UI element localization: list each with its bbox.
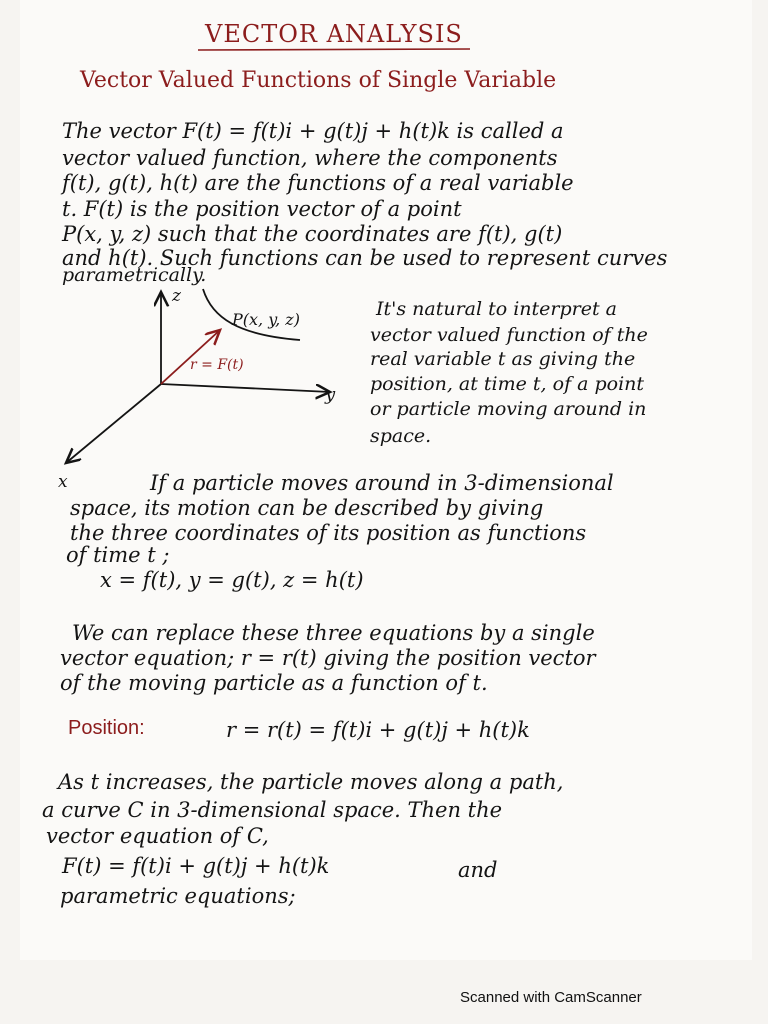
intro-line-3: f(t), g(t), h(t) are the functions of a real variable	[62, 171, 574, 195]
replace-line-3: of the moving particle as a function of t.	[60, 671, 488, 695]
intro-line-2: vector valued function, where the components	[62, 146, 558, 170]
position-label: Position:	[68, 717, 145, 739]
side-note-line-3: real variable t as giving the	[370, 348, 636, 370]
curve-line-2: a curve C in 3-dimensional space. Then the	[42, 798, 503, 822]
parametric-equations-line: parametric equations;	[60, 884, 296, 908]
replace-line-2: vector equation; r = r(t) giving the position vector	[60, 646, 596, 670]
side-note-line-2: vector valued function of the	[370, 324, 648, 346]
coordinate-equations: x = f(t), y = g(t), z = h(t)	[100, 568, 364, 592]
particle-line-2: space, its motion can be described by giving	[70, 496, 544, 520]
intro-line-6: and h(t). Such functions can be used to represent curves	[62, 246, 668, 270]
x-axis	[66, 384, 161, 463]
z-axis-label: z	[172, 286, 181, 306]
intro-line-7: parametrically.	[62, 264, 207, 286]
curve-line-3: vector equation of C,	[46, 824, 269, 848]
particle-line-1: If a particle moves around in 3-dimensional	[150, 471, 614, 495]
curve-vector-equation: F(t) = f(t)i + g(t)j + h(t)k	[62, 854, 330, 878]
particle-line-3: the three coordinates of its position as functions	[70, 521, 587, 545]
intro-line-1: The vector F(t) = f(t)i + g(t)j + h(t)k is called a	[62, 119, 564, 143]
side-note-line-5: or particle moving around in	[370, 398, 647, 420]
x-axis-label: x	[58, 472, 68, 492]
side-note-line-6: space.	[370, 425, 432, 447]
page-title: VECTOR ANALYSIS	[205, 20, 463, 48]
vector-label: r = F(t)	[190, 357, 244, 373]
scanner-watermark: Scanned with CamScanner	[460, 989, 642, 1006]
position-equation: r = r(t) = f(t)i + g(t)j + h(t)k	[226, 718, 530, 742]
replace-line-1: We can replace these three equations by a single	[72, 621, 595, 645]
y-axis	[161, 384, 330, 392]
particle-line-4: of time t ;	[66, 543, 170, 567]
curve-line-1: As t increases, the particle moves along a path,	[58, 770, 564, 794]
intro-line-5: P(x, y, z) such that the coordinates are f(t), g(t)	[62, 222, 563, 246]
side-note-line-4: position, at time t, of a point	[370, 373, 645, 395]
and-word: and	[458, 858, 498, 882]
point-label: P(x, y, z)	[232, 310, 300, 329]
y-axis-label: y	[325, 384, 336, 405]
side-note-line-1: It's natural to interpret a	[376, 298, 617, 320]
section-subtitle: Vector Valued Functions of Single Variable	[80, 68, 557, 93]
intro-line-4: t. F(t) is the position vector of a point	[62, 197, 462, 221]
